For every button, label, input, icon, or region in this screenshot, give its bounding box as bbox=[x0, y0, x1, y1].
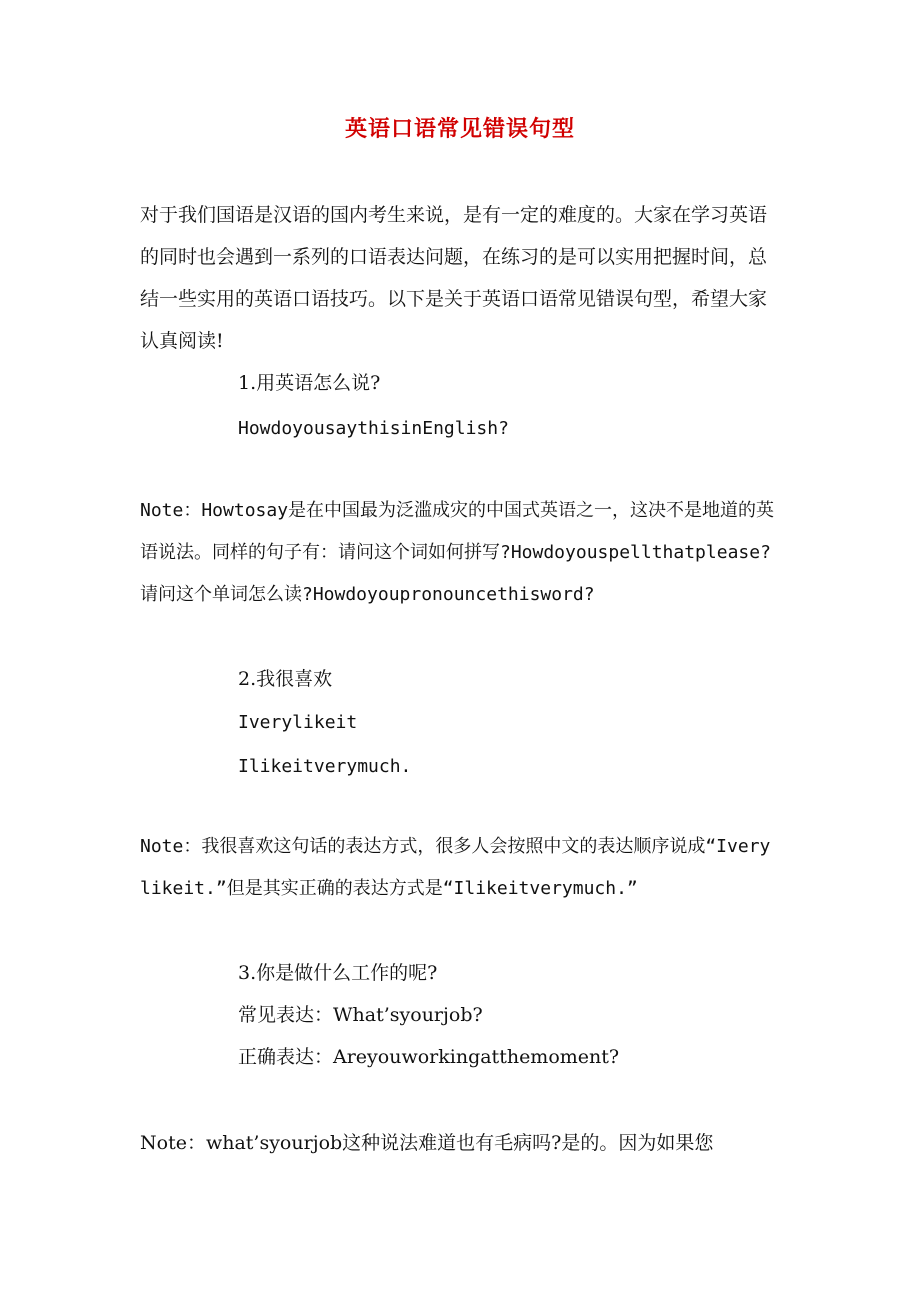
document-title: 英语口语常见错误句型 bbox=[344, 116, 575, 142]
note3-paragraph: Note：what’syourjob这种说法难道也有毛病吗?是的。因为如果您 bbox=[140, 1132, 714, 1154]
item3-common-expression: 常见表达：What’syourjob? bbox=[238, 1004, 483, 1026]
item2-right-example: Ilikeitverymuch. bbox=[238, 756, 412, 777]
note1-paragraph: Note：Howtosay是在中国最为泛滥成灾的中国式英语之一，这决不是地道的英语说法。同样的句子有：请问这个词如何拼写?Howdoyouspellthatplease?请问这个单词怎么读?Howdoyoupronouncethisword? bbox=[140, 500, 775, 605]
item1-english: HowdoyousaythisinEnglish? bbox=[238, 418, 509, 439]
item3-heading: 3.你是做什么工作的呢? bbox=[238, 962, 438, 984]
note2-paragraph: Note：我很喜欢这句话的表达方式，很多人会按照中文的表达顺序说成“Iverylikeit.”但是其实正确的表达方式是“Ilikeitverymuch.” bbox=[140, 836, 771, 899]
item2-heading: 2.我很喜欢 bbox=[238, 668, 333, 690]
item1-heading: 1.用英语怎么说? bbox=[238, 372, 381, 394]
item3-correct-expression: 正确表达：Areyouworkingatthemoment? bbox=[238, 1046, 620, 1068]
item2-wrong-example: Iverylikeit bbox=[238, 712, 358, 733]
intro-paragraph: 对于我们国语是汉语的国内考生来说，是有一定的难度的。大家在学习英语的同时也会遇到一系列的口语表达问题，在练习的是可以实用把握时间，总结一些实用的英语口语技巧。以下是关于英语口语常见错误句型，希望大家认真阅读! bbox=[140, 204, 768, 352]
